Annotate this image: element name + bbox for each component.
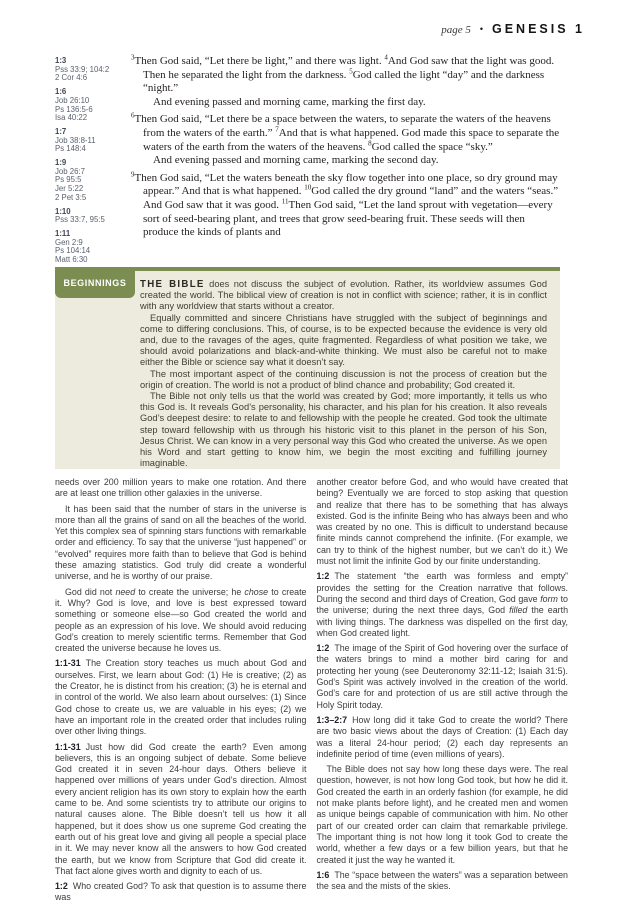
verse-paragraph: $^6$Then God said, “Let there be a space between the waters, to separate the waters of the heavens from the waters of the earth.” $^7$And that is what happened. God made this space to separate the waters of the earth from the waters of the heavens. $^8$God called the space “sky.” And evening passed and morning came, marking the second day. — [131, 111, 560, 167]
cross-ref-line: Job 26:10 — [55, 95, 90, 105]
book-title: GENESIS 1 — [492, 22, 585, 36]
cross-ref-line: Ps 148:4 — [55, 144, 86, 154]
cross-ref-group — [55, 128, 131, 154]
scripture-section — [55, 55, 560, 270]
callout-lead: THE BIBLE — [140, 279, 205, 290]
verse-number: 4 — [384, 53, 388, 62]
cross-ref-line: Job 26:7 — [55, 166, 85, 176]
cross-ref-group — [55, 57, 131, 83]
study-note: 1:2 The statement “the earth was formless and empty” provides the setting for the Creation narrative that follows. During the second and third days of Creation, God gave form to the universe; during the next three days, God filled the earth with living things. The darkness was dispelled on the first day, when God created light. — [316, 571, 569, 638]
cross-ref-line: Job 38:8-11 — [55, 135, 96, 145]
cross-ref-group — [55, 159, 131, 203]
note-ref: 1:2 — [316, 643, 330, 654]
cross-ref-line: Gen 2:9 — [55, 237, 83, 247]
note-ref: 1:1-31 — [55, 658, 81, 669]
study-note: 1:2 Who created God? To ask that question is to assume there was — [55, 881, 307, 903]
note-ref: 1:2 — [316, 571, 330, 582]
study-note: The Bible does not say how long these days were. The real question, however, is not how long God took, but how he did it. God created the earth in an orderly fashion (for example, he did not make plants before light), and he created men and women as unique beings capable of communication with him. No other part of our created order can claim that remarkable privilege. The important thing is not how long it took God to create the world, whether a few days or a few billion years, but that he created it just the way he wanted it. — [316, 764, 568, 865]
note-ref: 1:1-31 — [55, 741, 81, 752]
cross-ref-line: Jer 5:22 — [55, 184, 84, 194]
note-ref: 1:2 — [55, 881, 68, 892]
refrain-line: And evening passed and morning came, marking the second day. — [153, 154, 439, 167]
cross-ref-line: 2 Pet 3:5 — [55, 192, 87, 202]
study-note: another creator before God, and who would have created that being? Eventually we are forced to stop asking that question and realize that there has to be something that has always existed. God is the infinite Being who has always been and who was created by no one. This is difficult to understand because finite minds cannot comprehend the infinite. (For example, we can try to think of the highest number, but we can’t do it.) We must not limit the infinite God by our finite understanding. — [316, 477, 568, 567]
study-note: 1:1-31 The Creation story teaches us much about God and ourselves. First, we learn about God: (1) He is creative; (2) as the Creator, he is distinct from his creation; (3) he is eternal and in control of the world. We also learn about ourselves: (1) Since God chose to create us, we are valuable in his eyes; (2) we have an important role in the created order that includes ruling over other living things. — [55, 658, 307, 737]
note-ref: 1:6 — [316, 869, 330, 880]
cross-ref-group — [55, 208, 131, 225]
cross-ref-line: Ps 95:5 — [55, 175, 82, 185]
cross-ref-group — [55, 88, 131, 123]
bullet-separator-icon: • — [479, 24, 483, 34]
verse-number: 5 — [349, 66, 353, 75]
cross-ref-line: Ps 136:5-6 — [55, 104, 93, 114]
cross-ref-group — [55, 230, 131, 265]
study-note: It has been said that the number of stars in the universe is more than all the grains of sand on all the beaches of the world. Yet this complex sea of spinning stars functions with remarkable order and efficiency. To say that the universe “just happened” or “evolved” requires more faith than to believe that God is behind these amazing statistics. God truly did create a wonderful universe, and he is worthy of our praise. — [55, 503, 307, 582]
callout-paragraph: Equally committed and sincere Christians have struggled with the subject of beginnings and come to differing conclusions. This, of course, is to be expected because the evidence is very old and, due to the ravages of the ages, quite fragmented. Regardless of what position we take, we should avoid polarizations and black-and-white thinking. We must also be careful not to make either the Bible or science say what it doesn’t say. — [140, 312, 547, 368]
study-notes-section — [55, 477, 568, 908]
cross-ref-line: 2 Cor 4:6 — [55, 73, 88, 83]
verse-number: 9 — [131, 170, 135, 179]
callout-paragraph: The most important aspect of the continuing discussion is not the process of creation but the origin of creation. The world is not a product of blind chance and probability; God created it. — [140, 368, 547, 390]
cross-ref-verse: 1:11 — [55, 228, 71, 238]
margin-references — [55, 55, 131, 270]
study-note: 1:1-31 Just how did God create the earth? Even among believers, this is an ongoing subject of debate. Some believe God created it in seven 24-hour days. Others believe it happened over millions of years under God’s direction. Almost every ancient religion has its own story to explain how the earth came to be. And some scientists try to attribute our origins to natural causes alone. The Bible doesn’t tell us how it all happened, but it does show us one supreme God creating the earth out of his great love and giving all people a special place in it. We may never know all the answers to how God created the earth, but we know from Scripture that God did create it. That fact alone gives worth and dignity to each of us. — [55, 741, 307, 876]
study-note: 1:3–2:7 How long did it take God to create the world? There are two basic views about the days of Creation: (1) Each day was a literal 24-hour period; (2) each day represents an indefinite period of time (even millions of years). — [316, 714, 568, 759]
cross-ref-line: Pss 33:9; 104:2 — [55, 64, 110, 74]
callout-tab: BEGINNINGS — [55, 267, 135, 298]
cross-ref-verse: 1:3 — [55, 56, 67, 65]
cross-ref-verse: 1:7 — [55, 126, 67, 136]
cross-ref-verse: 1:6 — [55, 87, 67, 97]
cross-ref-verse: 1:9 — [55, 158, 67, 168]
callout-body — [140, 279, 547, 469]
page-header — [441, 22, 585, 36]
verse-paragraph: $^3$Then God said, “Let there be light,” and there was light. $^4$And God saw that the light was good. Then he separated the light from the darkness. $^5$God called the light “day” and the darkness “night.” And evening passed and morning came, marking the first day. — [131, 55, 560, 109]
notes-right-column — [317, 477, 569, 908]
study-note: 1:6 The “space between the waters” was a separation between the sea and the mists of the skies. — [316, 869, 568, 892]
verse-number: 6 — [131, 111, 135, 120]
note-ref: 1:3–2:7 — [316, 714, 348, 725]
verse-number: 3 — [131, 53, 135, 62]
cross-ref-line: Matt 6:30 — [55, 255, 88, 265]
verse-paragraph: $^9$Then God said, “Let the waters beneath the sky flow together into one place, so dry ground may appear.” And that is what happened. $^{10}$God called the dry ground “land” and the waters “seas.” And God saw that it was good. $^{11}$Then God said, “Let the land sprout with vegetation—every sort of seed-bearing plant, and trees that grow seed-bearing fruit. These seeds will then produce the kinds of plants and — [131, 170, 559, 239]
callout-panel — [55, 271, 560, 469]
verse-number: 10 — [304, 183, 312, 192]
study-note: needs over 200 million years to make one rotation. And there are at least one trillion other galaxies in the universe. — [55, 477, 307, 499]
cross-ref-line: Isa 40:22 — [55, 113, 88, 123]
callout-paragraph: The Bible not only tells us that the world was created by God; more importantly, it tells us who this God is. It reveals God’s personality, his character, and his plan for his creation. It also reveals God’s deepest desire: to relate to and fellowship with the people he created. God took the ultimate step toward fellowship with us through his historic visit to this planet in the person of his Son, Jesus Christ. We can know in a very personal way this God who created the universe. As we open his Word and start getting to know him, we begin the most exciting and fulfilling journey imaginable. — [140, 391, 547, 469]
page-number: page 5 — [441, 24, 471, 36]
callout-paragraph: THE BIBLE does not discuss the subject of evolution. Rather, its worldview assumes God created the world. The biblical view of creation is not in conflict with science; rather, it is in conflict with any worldview that starts without a creator. — [140, 279, 547, 312]
cross-ref-verse: 1:10 — [55, 206, 71, 216]
cross-ref-line: Ps 104:14 — [55, 246, 91, 256]
refrain-line: And evening passed and morning came, marking the first day. — [153, 95, 426, 108]
verse-number: 11 — [281, 197, 289, 206]
notes-left-column — [55, 477, 307, 908]
verse-number: 7 — [275, 125, 279, 134]
study-note: God did not need to create the universe; he chose to create it. Why? God is love, and love is best expressed toward something or someone else—so God created the world and people as an expression of his love. We should avoid reducing God’s creation to merely scientific terms. Remember that God created the universe because he loves us. — [55, 586, 307, 654]
scripture-column — [131, 55, 560, 270]
study-note: 1:2 The image of the Spirit of God hovering over the surface of the waters brings to mind a mother bird caring for and protecting her young (see Deuteronomy 32:11-12; Isaiah 31:5). God’s Spirit was actively involved in the creation of the world. God’s care for and protection of us are still active through the Holy Spirit today. — [316, 643, 568, 710]
verse-number: 8 — [368, 138, 372, 147]
cross-ref-line: Pss 33:7, 95:5 — [55, 215, 105, 225]
